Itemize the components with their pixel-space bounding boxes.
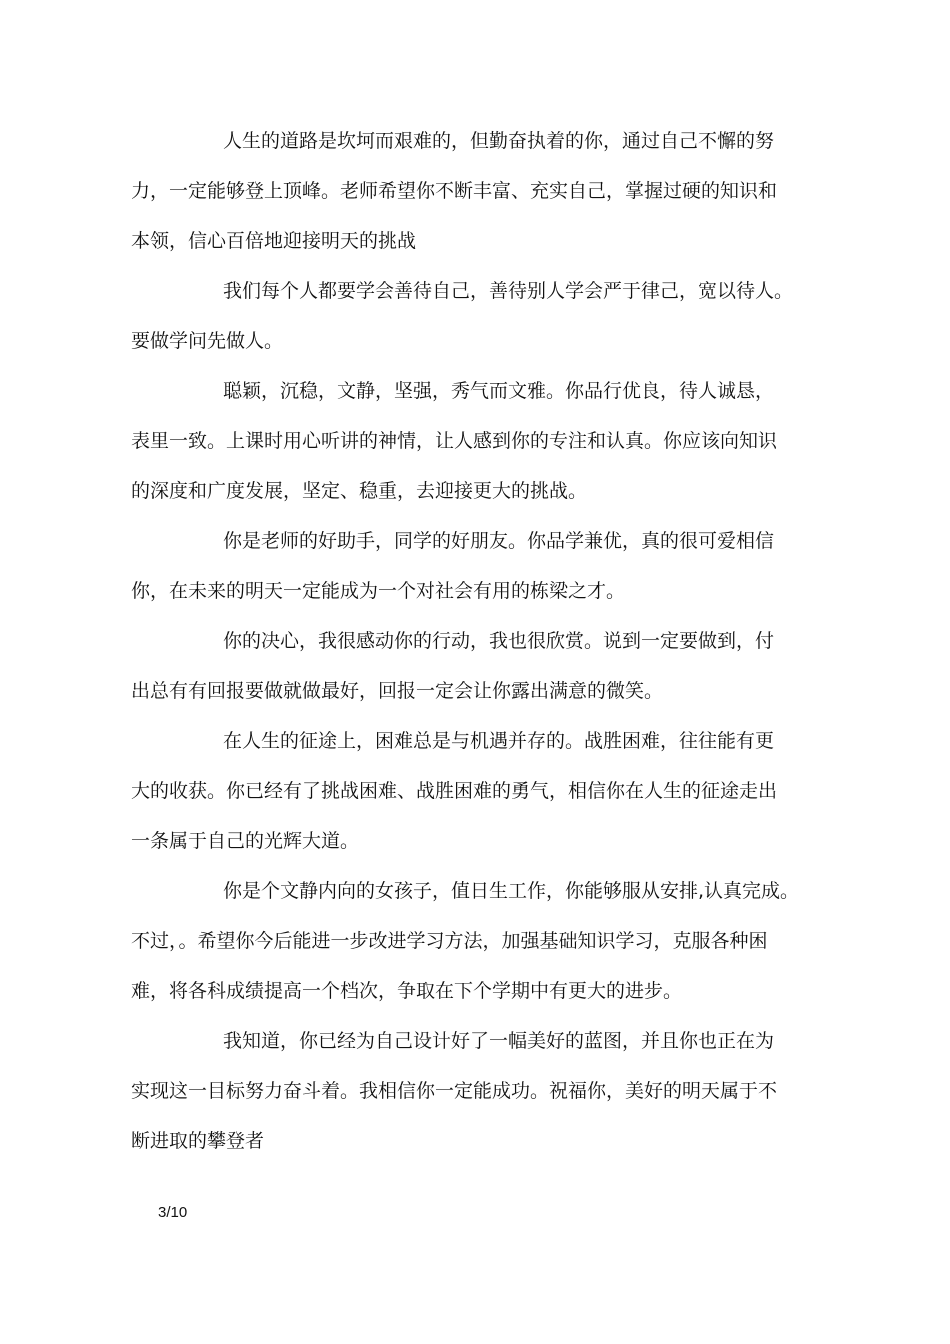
paragraph-3 [131, 366, 831, 516]
paragraph-4 [131, 516, 831, 616]
page-number: 3/10 [158, 1204, 188, 1221]
text-line: 你是老师的好助手，同学的好朋友。你品学兼优，真的很可爱相信 [223, 530, 775, 552]
text-line: 的深度和广度发展，坚定、稳重，去迎接更大的挑战。 [131, 480, 588, 502]
text-line: 在人生的征途上，困难总是与机遇并存的。战胜困难，往往能有更 [223, 730, 775, 752]
text-line: 我知道，你已经为自己设计好了一幅美好的蓝图，并且你也正在为 [223, 1030, 775, 1052]
text-line: 你的决心，我很感动你的行动，我也很欣赏。说到一定要做到，付 [223, 630, 775, 652]
paragraph-8 [131, 1016, 831, 1166]
paragraph-7 [131, 866, 831, 1016]
text-line: 实现这一目标努力奋斗着。我相信你一定能成功。祝福你，美好的明天属于不 [131, 1080, 778, 1102]
text-line: 一条属于自己的光辉大道。 [131, 830, 360, 852]
text-line: 聪颖，沉稳，文静，坚强，秀气而文雅。你品行优良，待人诚恳， [223, 380, 775, 402]
paragraph-2 [131, 266, 831, 366]
text-line: 表里一致。上课时用心听讲的神情，让人感到你的专注和认真。你应该向知识 [131, 430, 778, 452]
text-line: 大的收获。你已经有了挑战困难、战胜困难的勇气，相信你在人生的征途走出 [131, 780, 778, 802]
text-line: 力，一定能够登上顶峰。老师希望你不断丰富、充实自己，掌握过硬的知识和 [131, 180, 778, 202]
text-line: 出总有有回报要做就做最好，回报一定会让你露出满意的微笑。 [131, 680, 664, 702]
text-line: 难，将各科成绩提高一个档次，争取在下个学期中有更大的进步。 [131, 980, 683, 1002]
paragraph-5 [131, 616, 831, 716]
text-line: 你是个文静内向的女孩子，值日生工作，你能够服从安排,认真完成。 [223, 880, 800, 902]
text-line: 要做学问先做人。 [131, 330, 284, 352]
text-line: 我们每个人都要学会善待自己，善待别人学会严于律己，宽以待人。 [223, 280, 794, 302]
text-line: 本领，信心百倍地迎接明天的挑战 [131, 230, 417, 252]
text-line: 不过，。希望你今后能进一步改进学习方法，加强基础知识学习，克服各种困 [131, 930, 768, 952]
text-line: 断进取的攀登者 [131, 1130, 265, 1152]
paragraph-1 [131, 116, 831, 266]
text-line: 你，在未来的明天一定能成为一个对社会有用的栋梁之才。 [131, 580, 626, 602]
text-line: 人生的道路是坎坷而艰难的，但勤奋执着的你，通过自己不懈的努 [223, 130, 775, 152]
paragraph-6 [131, 716, 831, 866]
